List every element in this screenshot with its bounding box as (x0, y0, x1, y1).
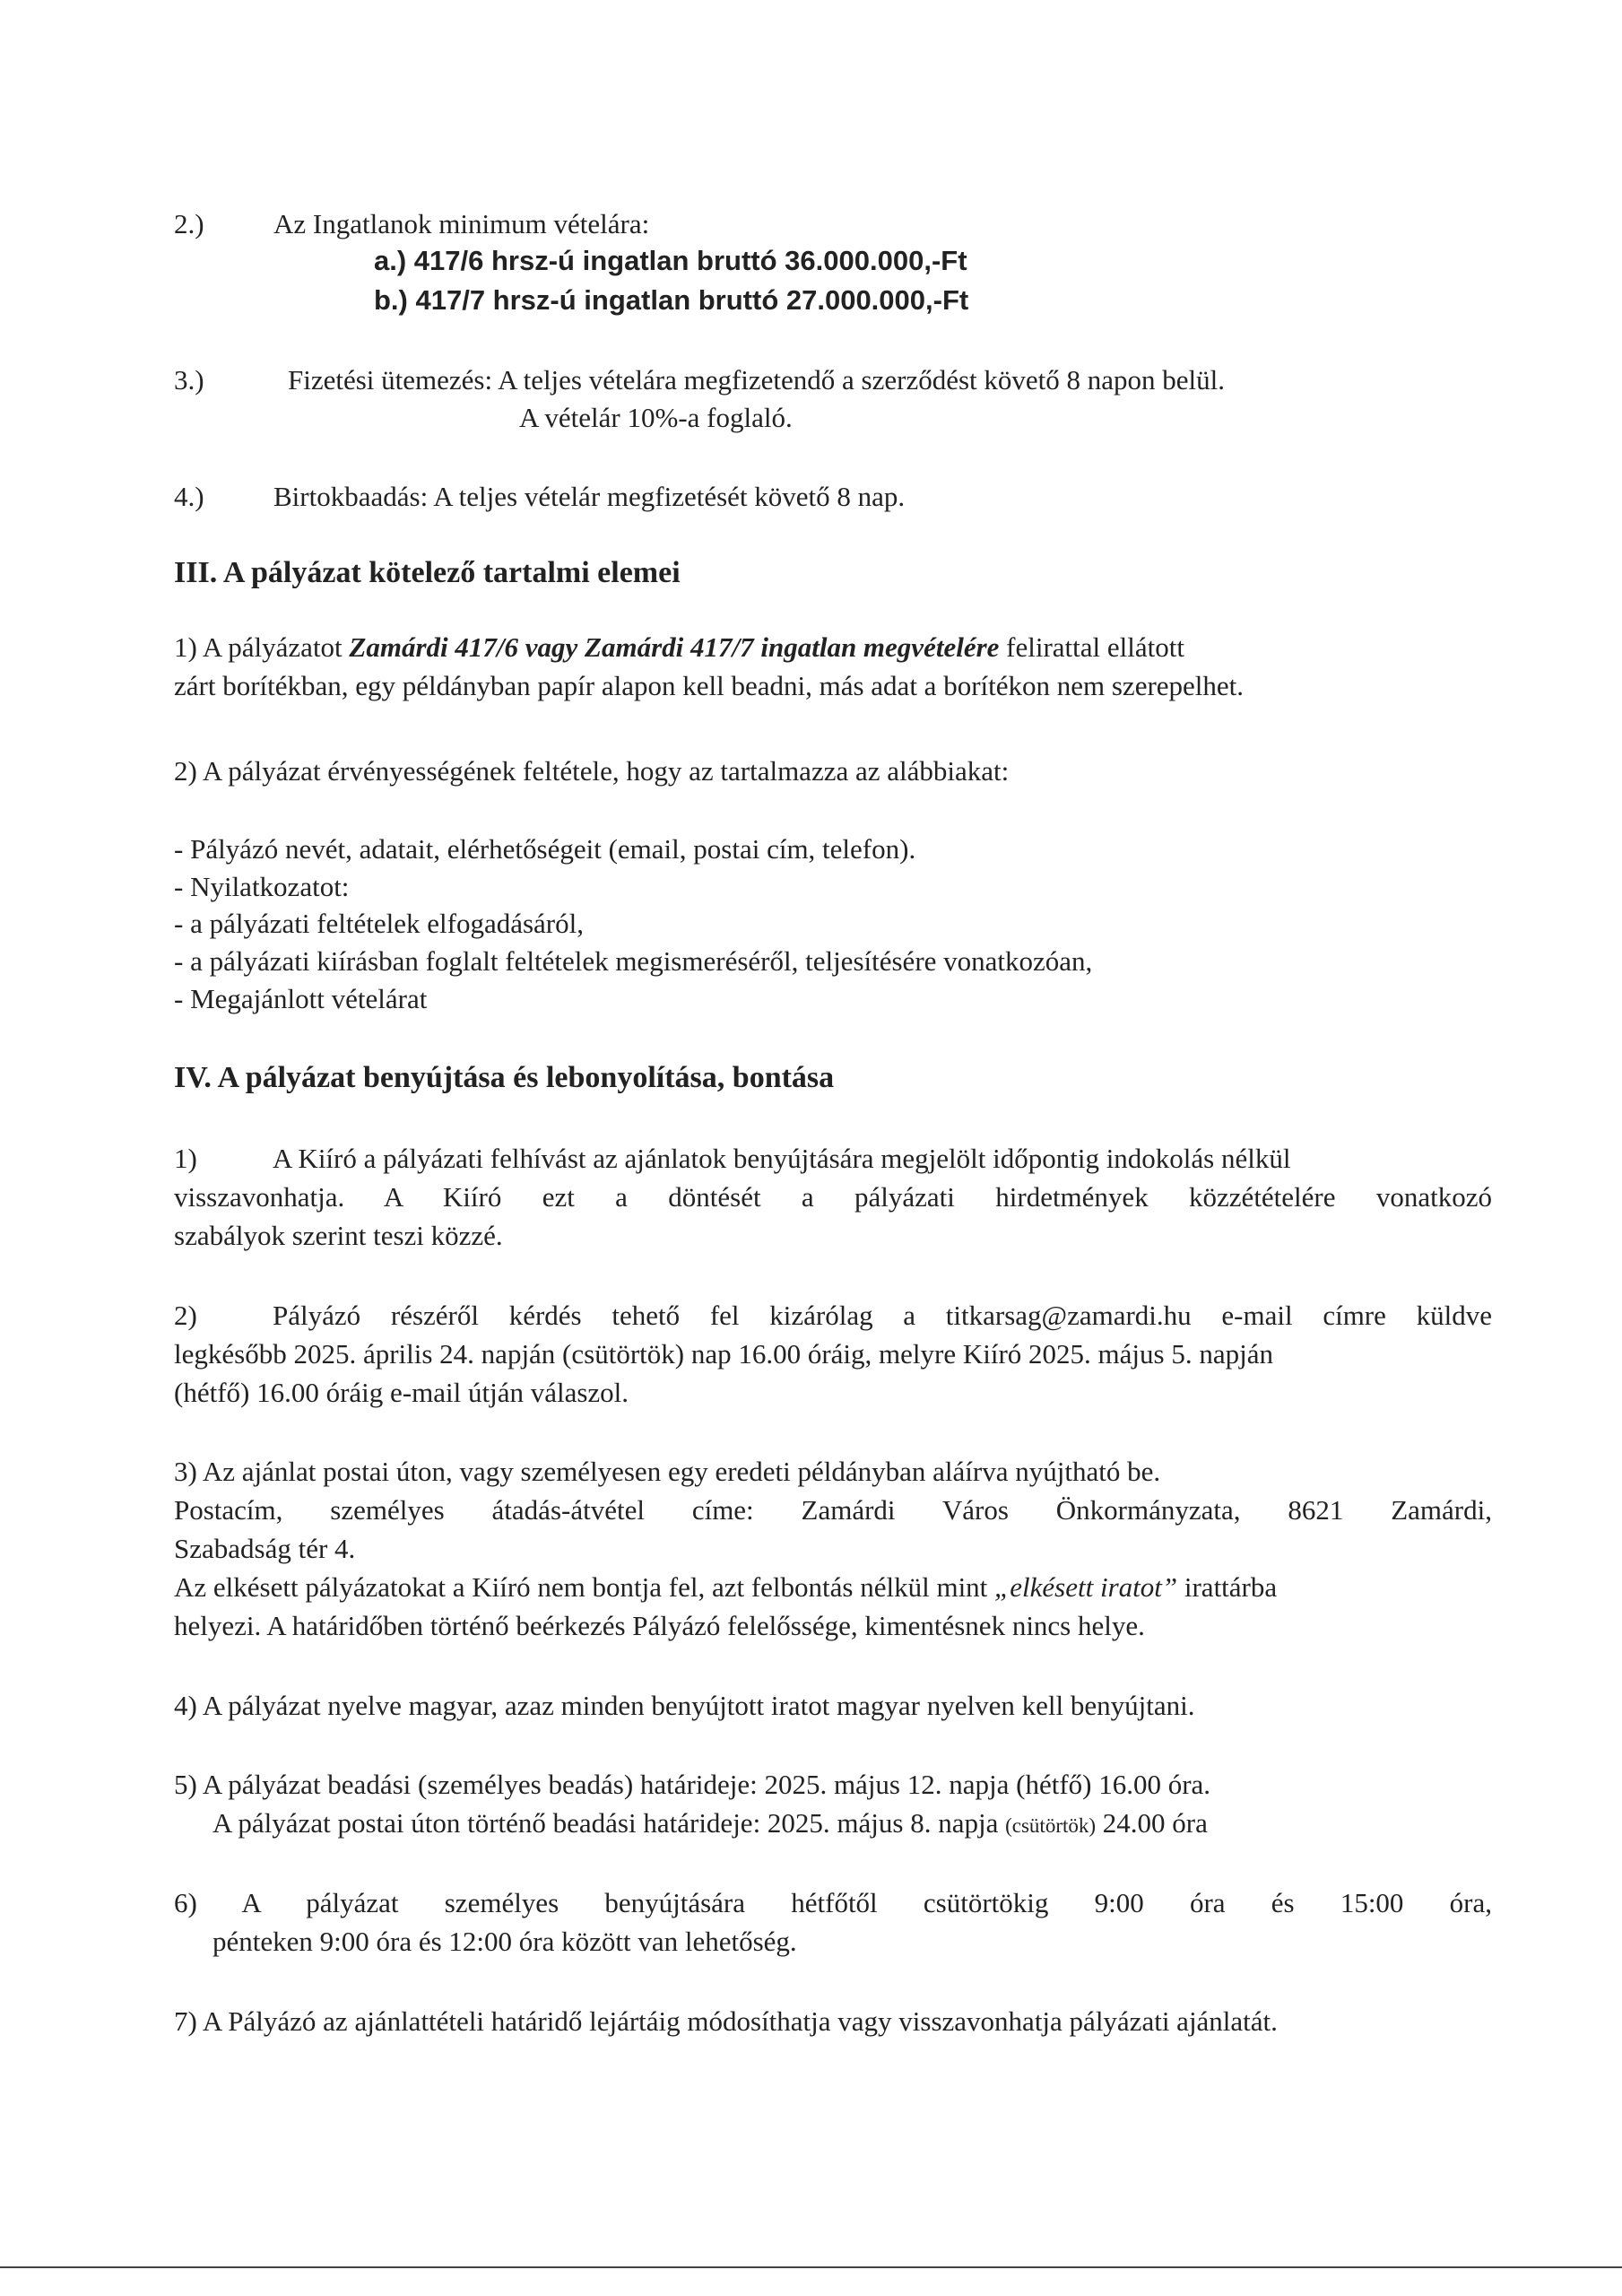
iv-paragraph-2-line-2: legkésőbb 2025. április 24. napján (csütörtök) nap 16.00 óráig, melyre Kiíró 2025. május 5. napján (174, 1338, 1273, 1370)
section-iii-title: III. A pályázat kötelező tartalmi elemei (174, 556, 681, 589)
archive-text: irattárba (1177, 1571, 1278, 1603)
paragraph-1-tail: felirattal ellátott (999, 631, 1184, 663)
iv-paragraph-3-line-2: Postacím, személyes átadás-átvétel címe: Zamárdi Város Önkormányzata, 8621 Zamárdi, (174, 1494, 1492, 1526)
item-3-text-2: A vételár 10%-a foglaló. (519, 402, 793, 433)
item-2-number: 2.) (174, 208, 204, 239)
iv-paragraph-5-line-2 (213, 1804, 1208, 1846)
section-iii-paragraph-2: 2) A pályázat érvényességének feltétele, hogy az tartalmazza az alábbiakat: (174, 755, 1010, 787)
list-item: - Megajánlott vételárat (174, 983, 428, 1014)
iv-paragraph-4: 4) A pályázat nyelve magyar, azaz minden benyújtott iratot magyar nyelven kell benyújtani. (174, 1690, 1195, 1721)
iv-paragraph-6-line-1: 6) A pályázat személyes benyújtására hétfőtől csütörtökig 9:00 óra és 15:00 óra, (174, 1887, 1492, 1918)
iv-paragraph-3-line-5: helyezi. A határidőben történő beérkezés Pályázó felelőssége, kimentésnek nincs helye. (174, 1610, 1145, 1641)
list-item: - a pályázati kiírásban foglalt feltételek megismeréséről, teljesítésére vonatkozóan, (174, 945, 1093, 977)
section-iii-paragraph-1-line-2: zárt borítékban, egy példányban papír alapon kell beadni, más adat a borítékon nem szerepelhet. (174, 670, 1245, 701)
iv-paragraph-6-line-2: pénteken 9:00 óra és 12:00 óra között van lehetőség. (213, 1926, 797, 1957)
iv-paragraph-7: 7) A Pályázó az ajánlattételi határidő lejártáig módosíthatja vagy visszavonhatja pályázati ajánlatát. (174, 2005, 1278, 2037)
section-iii-paragraph-1 (174, 628, 1184, 667)
section-iv-title: IV. A pályázat benyújtása és lebonyolítása, bontása (174, 1061, 835, 1094)
iv-paragraph-5-line-1: 5) A pályázat beadási (személyes beadás) határideje: 2025. május 12. napja (hétfő) 16.00 óra. (174, 1769, 1211, 1800)
paragraph-1-intro: 1) A pályázatot (174, 631, 350, 663)
item-3-number: 3.) (174, 364, 204, 396)
envelope-label-text: Zamárdi 417/6 vagy Zamárdi 417/7 ingatlan megvételére (349, 631, 1000, 663)
iv-paragraph-3-line-4 (174, 1568, 1277, 1607)
bottom-divider (0, 2266, 1622, 2268)
iv-paragraph-3-line-3: Szabadság tér 4. (174, 1533, 356, 1564)
iv-paragraph-1-number: 1) (174, 1143, 197, 1174)
iv-paragraph-1-line-1: A Kiíró a pályázati felhívást az ajánlatok benyújtására megjelölt időpontig indokolás nélkül (273, 1143, 1291, 1174)
item-4-number: 4.) (174, 481, 204, 512)
item-4-text: Birtokbaadás: A teljes vételár megfizetését követő 8 nap. (273, 481, 906, 512)
late-submission-text: Az elkésett pályázatokat a Kiíró nem bontja fel, azt felbontás nélkül mint (174, 1571, 995, 1603)
weekday-text: (csütörtök) (1005, 1814, 1097, 1837)
postal-deadline-time: 24.00 óra (1096, 1807, 1208, 1839)
iv-paragraph-2-line-1: Pályázó részéről kérdés tehető fel kizárólag a titkarsag@zamardi.hu e-mail címre küldve (273, 1300, 1492, 1331)
iv-paragraph-1-line-3: szabályok szerint teszi közzé. (174, 1220, 503, 1251)
item-2b-price: b.) 417/7 hrsz-ú ingatlan bruttó 27.000.000,-Ft (374, 284, 969, 316)
late-document-term: „elkésett iratot” (994, 1571, 1178, 1603)
item-2-text: Az Ingatlanok minimum vételára: (273, 208, 650, 239)
iv-paragraph-1-line-2: visszavonhatja. A Kiíró ezt a döntését a pályázati hirdetmények közzétételére vonatkozó (174, 1181, 1492, 1213)
item-2a-price: a.) 417/6 hrsz-ú ingatlan bruttó 36.000.000,-Ft (374, 245, 967, 276)
iv-paragraph-3-line-1: 3) Az ajánlat postai úton, vagy személyesen egy eredeti példányban aláírva nyújtható be. (174, 1456, 1161, 1487)
iv-paragraph-2-number: 2) (174, 1300, 197, 1331)
list-item: - Pályázó nevét, adatait, elérhetőségeit (email, postai cím, telefon). (174, 833, 916, 865)
list-item: - Nyilatkozatot: (174, 871, 350, 902)
iv-paragraph-2-line-3: (hétfő) 16.00 óráig e-mail útján válaszol. (174, 1377, 629, 1408)
postal-deadline-text: A pályázat postai úton történő beadási határideje: 2025. május 8. napja (213, 1807, 1006, 1839)
list-item: - a pályázati feltételek elfogadásáról, (174, 908, 584, 939)
item-3-text: Fizetési ütemezés: A teljes vételára megfizetendő a szerződést követő 8 napon belül. (288, 364, 1226, 396)
